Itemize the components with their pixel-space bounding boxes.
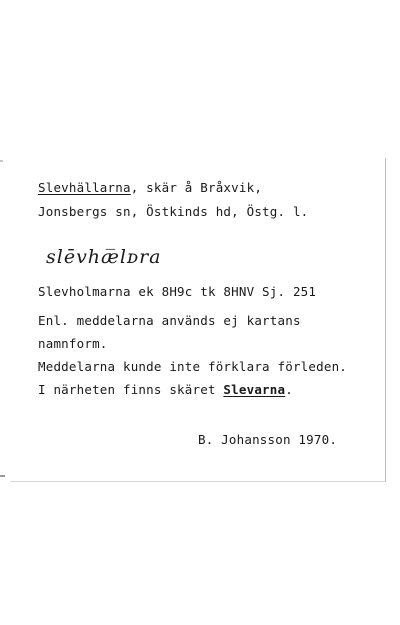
map-reference-line: Slevholmarna ek 8H9c tk 8HNV Sj. 251 xyxy=(38,284,317,299)
note-line-2: namnform. xyxy=(38,336,108,351)
note-line-4 xyxy=(38,382,293,398)
signature: B. Johansson 1970. xyxy=(198,432,338,447)
related-place-name: Slevarna xyxy=(223,382,286,397)
location-line: Jonsbergs sn, Östkinds hd, Östg. l. xyxy=(38,204,309,219)
note-line-1: Enl. meddelarna används ej kartans xyxy=(38,313,301,328)
note-4-text: I närheten finns skäret xyxy=(38,382,224,397)
card-right-border xyxy=(385,158,386,481)
note-line-3: Meddelarna kunde inte förklara förleden. xyxy=(38,359,348,374)
note-4-period: . xyxy=(285,382,293,397)
heading-line xyxy=(38,180,262,196)
place-description: , skär å Bråxvik, xyxy=(130,180,263,195)
place-name: Slevhällarna xyxy=(38,180,131,195)
edge-mark-top xyxy=(0,160,3,162)
phonetic-transcription: slēvhæ̅lᴅra xyxy=(46,246,162,268)
edge-mark-bottom xyxy=(0,475,5,477)
card-bottom-border xyxy=(10,481,386,482)
